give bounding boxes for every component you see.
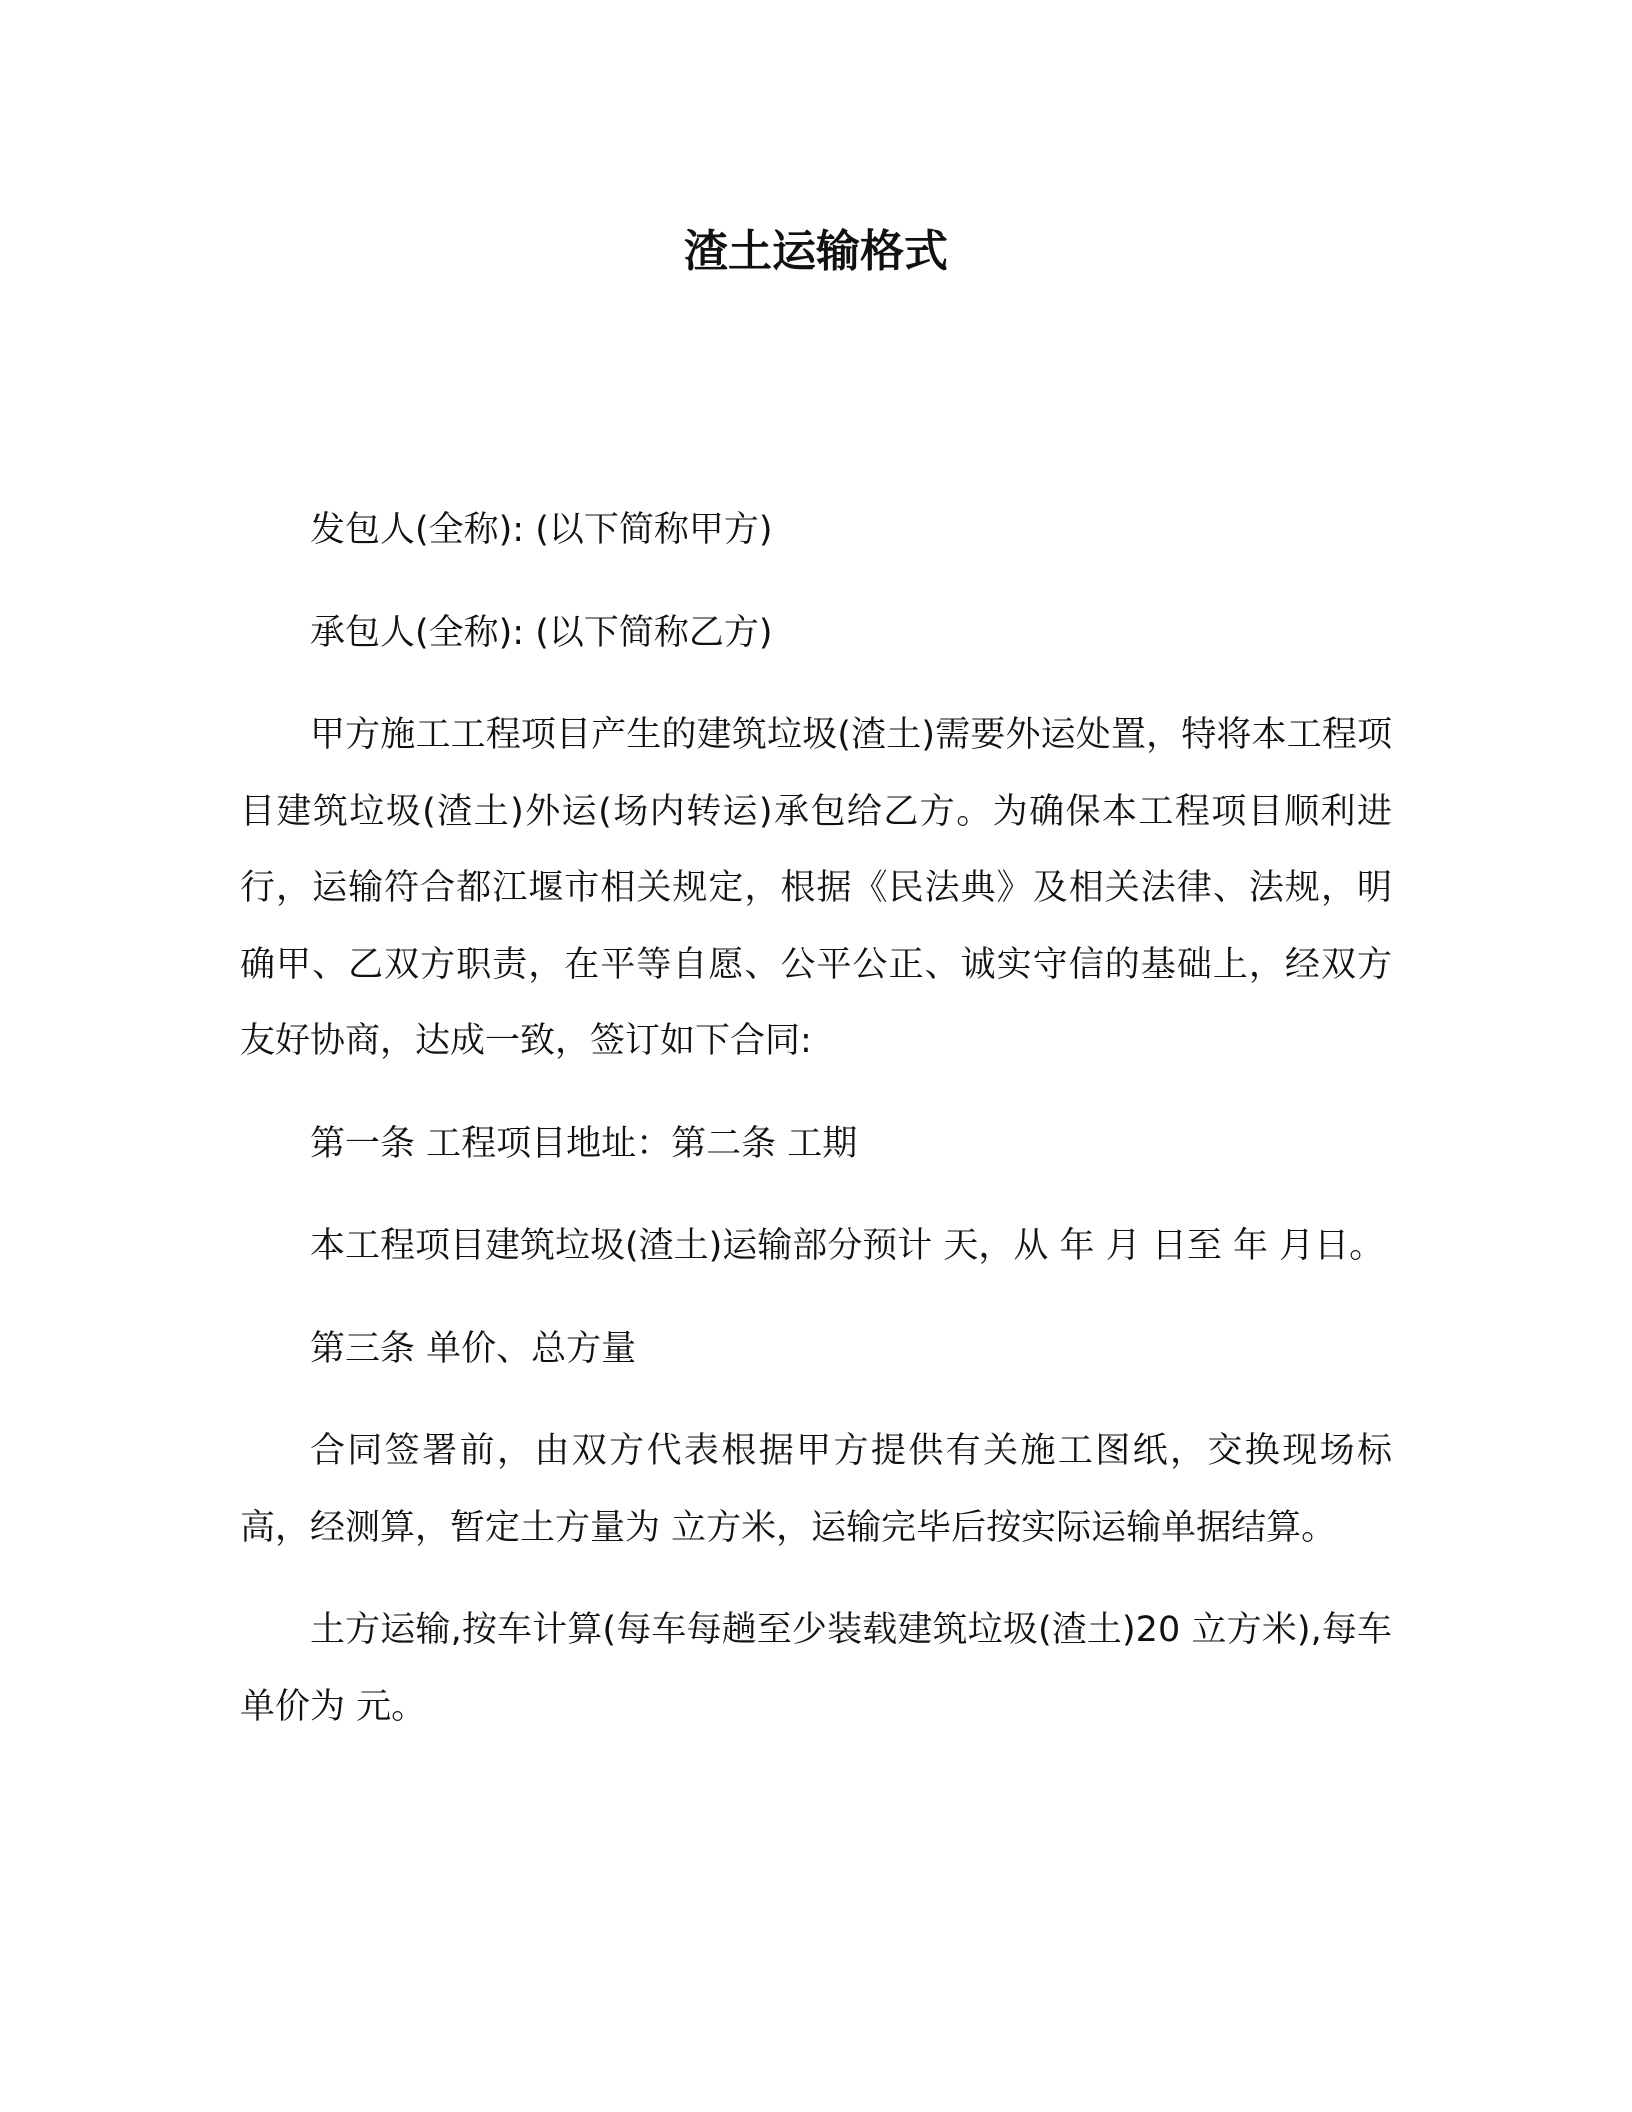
paragraph-unit-price: 土方运输,按车计算(每车每趟至少装载建筑垃圾(渣土)20 立方米),每车单价为 元。 [240,1610,1392,1727]
document-body [240,492,1392,1771]
paragraph-employer: 发包人(全称): (以下简称甲方) [310,510,773,550]
paragraph-volume: 合同签署前，由双方代表根据甲方提供有关施工图纸，交换现场标高，经测算，暂定土方量为 立方米，运输完毕后按实际运输单据结算。 [240,1431,1392,1548]
paragraph-article-1-2: 第一条 工程项目地址：第二条 工期 [310,1123,858,1164]
paragraph-article-3: 第三条 单价、总方量 [310,1328,637,1369]
paragraph-contractor: 承包人(全称): (以下简称乙方) [310,612,773,653]
paragraph-preamble: 甲方施工工程项目产生的建筑垃圾(渣土)需要外运处置，特将本工程项目建筑垃圾(渣土)外运(场内转运)承包给乙方。为确保本工程项目顺利进行，运输符合都江堰市相关规定，根据《民法典》及相关法律、法规，明确甲、乙双方职责，在平等自愿、公平公正、诚实守信的基础上，经双方友好协商，达成一致，签订如下合同: [240,715,1392,1061]
paragraph-schedule: 本工程项目建筑垃圾(渣土)运输部分预计 天，从 年 月 日至 年 月日。 [310,1226,1385,1266]
document-title: 渣土运输格式 [684,226,948,277]
